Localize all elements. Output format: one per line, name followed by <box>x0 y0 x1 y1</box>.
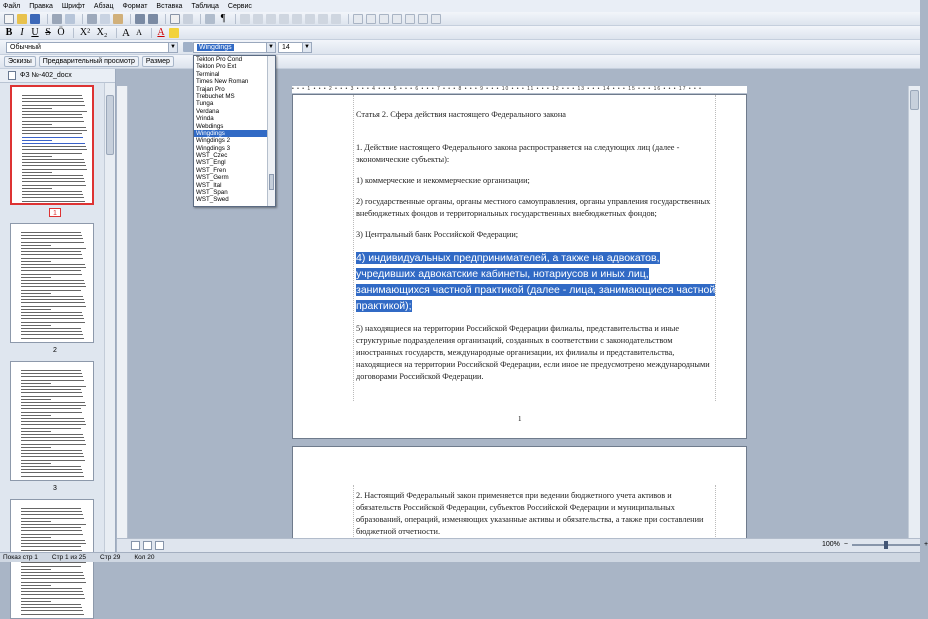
font-option[interactable]: Verdana <box>196 107 220 115</box>
thumbnail-text-line <box>21 318 84 319</box>
thumbnail-text-line <box>21 334 83 335</box>
bullets-icon[interactable] <box>292 14 302 24</box>
grow-font-button[interactable]: A <box>122 26 130 39</box>
thumbnail-text-line <box>21 376 83 377</box>
numbering-icon[interactable] <box>305 14 315 24</box>
thumbnail-text-line <box>21 434 83 435</box>
thumbnail-text-line <box>21 530 82 531</box>
thumbnail-text-line <box>21 306 86 307</box>
font-option[interactable]: Vrinda <box>196 115 214 123</box>
thumbnail-text-line <box>22 127 86 128</box>
font-option[interactable]: Tekton Pro Cond <box>196 56 243 63</box>
font-option[interactable]: Wingdings 3 <box>196 144 231 152</box>
redo-icon[interactable] <box>148 14 158 24</box>
thumbnail-scrollbar[interactable] <box>104 83 115 552</box>
thumbnail-text-line <box>22 143 85 144</box>
paragraph: 1. Действие настоящего Федерального закона распространяется на следующих лиц (далее - экономические субъекты): <box>356 143 680 164</box>
font-toolbar <box>0 40 920 55</box>
thumbnail-text-line <box>21 274 82 275</box>
thumbnail-text-line <box>22 124 52 125</box>
font-option[interactable]: WST_Engl <box>196 159 226 167</box>
thumbnail-text-line <box>21 270 81 271</box>
document-icon <box>8 71 16 80</box>
zoom-in-icon[interactable]: + <box>924 541 928 548</box>
thumbnail-text-line <box>21 402 85 403</box>
font-option[interactable]: WST_Span <box>196 189 228 197</box>
menu-item[interactable]: Сервис <box>227 2 252 10</box>
thumbnail-text-line <box>21 383 51 384</box>
thumbnail-text-line <box>21 235 82 236</box>
thumbnail-text-line <box>21 248 86 249</box>
document-page-1[interactable] <box>292 94 747 439</box>
font-combo[interactable] <box>193 42 276 53</box>
thumbnail-text-line <box>21 444 86 445</box>
thumbnail-text-line <box>21 386 86 387</box>
font-option[interactable]: Trebuchet MS <box>196 92 235 100</box>
page-number: 1 <box>518 415 522 423</box>
preview-label: Предварительный просмотр <box>42 58 135 65</box>
thumbnail-text-line <box>22 108 52 109</box>
thumbnail-text-line <box>21 575 84 576</box>
thumbnail-text-line <box>21 421 85 422</box>
align-left-icon[interactable] <box>240 14 250 24</box>
underline-button[interactable]: U <box>31 27 39 38</box>
view-toolbar <box>0 55 920 69</box>
thumbnail-text-line <box>22 191 82 192</box>
undo-icon[interactable] <box>135 14 145 24</box>
thumbnail-text-line <box>21 242 84 243</box>
border-icon[interactable] <box>405 14 415 24</box>
paragraph: 2) государственные органы, органы местного самоуправления, органы управления государственных внебюджетных фондов и территориальных государственных внебюджетных фондов; <box>356 197 711 218</box>
thumbnail-panel <box>0 69 116 552</box>
thumbnail-text-line <box>21 546 81 547</box>
thumbnail-text-line <box>21 514 83 515</box>
font-value: Wingdings <box>199 44 232 51</box>
thumbnail-text-line <box>21 267 86 268</box>
indent-icon[interactable] <box>318 14 328 24</box>
chevron-down-icon[interactable]: ▼ <box>266 43 275 52</box>
thumbnail-text-line <box>22 197 84 198</box>
thumbnail-text-line <box>22 153 82 154</box>
selected-paragraph[interactable] <box>356 250 716 314</box>
thumbnail-text-line <box>22 111 87 112</box>
sketches-label: Эскизы <box>8 58 32 65</box>
thumbnail-text-line <box>21 543 86 544</box>
style-combo[interactable] <box>6 42 178 53</box>
formatting-toolbar <box>0 26 920 40</box>
thumbnail-text-line <box>21 428 81 429</box>
thumbnail-text-line <box>21 534 83 535</box>
thumbnail-text-line <box>21 277 51 278</box>
font-option[interactable]: Trajan Pro <box>196 85 225 93</box>
thumbnail-text-line <box>22 172 52 173</box>
thumbnail-text-line <box>21 293 51 294</box>
thumbnail-text-line <box>22 181 85 182</box>
thumbnail-text-line <box>21 322 85 323</box>
align-center-icon[interactable] <box>253 14 263 24</box>
thumbnail-text-line <box>21 598 85 599</box>
thumbnail-text-line <box>22 105 85 106</box>
thumbnail-text-line <box>21 325 51 326</box>
thumbnail-page-number[interactable]: 3 <box>53 485 57 492</box>
insert-picture-icon[interactable] <box>170 14 180 24</box>
thumbnail-text-line <box>22 175 83 176</box>
font-option[interactable]: Wingdings <box>194 130 275 137</box>
status-page-of: Стр 1 из 25 <box>51 554 87 561</box>
thumbnail-text-line <box>21 466 81 467</box>
thumbnail-text-line <box>21 315 83 316</box>
document-page-2[interactable] <box>292 446 747 546</box>
thumbnail-text-line <box>21 286 86 287</box>
menu-item[interactable]: Абзац <box>93 2 114 10</box>
menu-item[interactable]: Вставка <box>156 2 183 10</box>
thumbnail-text-line <box>21 261 51 262</box>
thumbnail-text-line <box>21 527 81 528</box>
thumbnail-text-line <box>21 370 81 371</box>
article-heading: Статья 2. Сфера действия настоящего Федерального закона <box>356 110 566 119</box>
menu-item[interactable]: Шрифт <box>61 2 85 10</box>
style-value: Обычный <box>10 44 41 51</box>
font-option[interactable]: WST_Swed <box>196 196 229 204</box>
thumbnail-text-line <box>21 594 84 595</box>
subscript-button[interactable]: X₂ <box>96 27 108 38</box>
thumbnail-text-line <box>21 251 81 252</box>
thumbnail-text-line <box>21 601 51 602</box>
zoom-out-icon[interactable]: − <box>843 541 848 548</box>
menu-item[interactable]: Файл <box>3 2 21 10</box>
thumbnail-text-line <box>21 511 82 512</box>
selected-text[interactable]: 4) индивидуальных предпринимателей, а также на адвокатов, учредивших адвокатские кабинеты, нотариусов и иных лиц, занимающихся частной практикой (далее - лица, занимающиеся частной практикой); <box>356 252 716 312</box>
zoom-control <box>822 541 928 548</box>
thumbnail-text-line <box>21 614 84 615</box>
preview-button[interactable] <box>39 56 139 67</box>
thumbnail-text-line <box>22 140 52 141</box>
page-1-text[interactable] <box>356 109 716 392</box>
thumbnail-text-line <box>21 610 83 611</box>
print-preview-icon[interactable] <box>65 14 75 24</box>
zoom-value: 100% <box>822 541 840 548</box>
thumbnail-text-line <box>22 185 86 186</box>
border-icon[interactable] <box>353 14 363 24</box>
thumbnail-text-line <box>21 405 86 406</box>
menu-item[interactable]: Таблица <box>191 2 219 10</box>
thumbnail-text-line <box>21 296 83 297</box>
thumbnail-text-line <box>21 408 81 409</box>
page-thumbnail[interactable] <box>10 85 94 205</box>
document-tab-label: ФЗ №-402_docx <box>20 72 72 79</box>
status-show: Показ стр 1 <box>3 554 38 561</box>
thumbnail-text-line <box>21 582 86 583</box>
zoom-slider-handle[interactable] <box>884 541 888 549</box>
pilcrow-icon[interactable]: ¶ <box>220 13 226 24</box>
standard-toolbar <box>0 12 920 26</box>
normal-view-icon[interactable] <box>131 541 140 550</box>
columns-icon[interactable] <box>205 14 215 24</box>
thumbnail-text-line <box>22 101 84 102</box>
thumbnail-text-line <box>21 456 84 457</box>
thumbnail-text-line <box>21 572 83 573</box>
strikethrough-button[interactable]: S <box>45 27 51 38</box>
thumbnail-text-line <box>21 245 51 246</box>
thumbnail-text-line <box>22 194 83 195</box>
thumbnail-text-line <box>22 130 87 131</box>
thumbnail-text-line <box>21 396 83 397</box>
thumbnail-text-line <box>21 518 84 519</box>
font-dropdown-list[interactable] <box>193 55 276 207</box>
border-icon[interactable] <box>392 14 402 24</box>
dropdown-scrollbar[interactable] <box>267 56 275 206</box>
horizontal-ruler: • • • 1 • • • 2 • • • 3 • • • 4 • • • 5 • • • 6 • • • 7 • • • 8 • • • 9 • • • 10 • • • 11 • • • 12 • • • 13 • • • 14 • • • 15 • • • 16 • • • 17 • • • <box>292 86 747 94</box>
thumbnail-text-line <box>21 283 85 284</box>
thumbnail-text-line <box>21 591 83 592</box>
font-option[interactable]: Wingdings 2 <box>196 137 231 145</box>
sketches-button[interactable] <box>4 56 36 67</box>
status-page: Стр 29 <box>100 554 121 561</box>
bold-button[interactable]: B <box>5 27 13 38</box>
thumbnail-text-line <box>21 447 51 448</box>
thumbnail-text-line <box>21 254 82 255</box>
thumbnail-text-line <box>21 412 82 413</box>
chevron-down-icon[interactable]: ▼ <box>302 43 311 52</box>
print-icon[interactable] <box>52 14 62 24</box>
menu-bar <box>0 0 920 12</box>
vertical-ruler <box>117 86 128 538</box>
thumbnail-text-line <box>21 238 83 239</box>
thumbnail-text-line <box>21 373 82 374</box>
thumbnail-text-line <box>22 159 84 160</box>
font-option[interactable]: Webdings <box>196 122 224 130</box>
thumbnail-text-line <box>22 169 87 170</box>
thumbnail-text-line <box>21 392 82 393</box>
insert-table-icon[interactable] <box>183 14 193 24</box>
thumbnail-text-line <box>21 562 86 563</box>
page-thumbnail[interactable] <box>10 361 94 481</box>
scrollbar-thumb[interactable] <box>269 174 274 190</box>
thumbnail-text-line <box>21 508 81 509</box>
new-document-icon[interactable] <box>4 14 14 24</box>
font-size-combo[interactable] <box>278 42 312 53</box>
thumbnail-text-line <box>21 415 51 416</box>
thumbnail-text-line <box>22 137 83 138</box>
copy-icon[interactable] <box>100 14 110 24</box>
thumbnail-text-line <box>22 149 87 150</box>
thumbnail-text-line <box>21 437 84 438</box>
shrink-font-button[interactable]: A <box>136 28 142 37</box>
thumbnail-text-line <box>21 431 51 432</box>
font-option[interactable]: WST_Czec <box>196 152 228 160</box>
font-color-button[interactable]: A <box>157 27 165 38</box>
thumbnail-text-line <box>21 331 82 332</box>
thumbnail-text-line <box>21 460 85 461</box>
document-tab[interactable] <box>0 69 115 83</box>
paragraph: 2. Настоящий Федеральный закон применяется при ведении бюджетного учета активов и обязательств Российской Федерации, субъектов Российской Федерации и муниципальных образований, операций, изменяющих указанные активы и обязательства, а также при составлении бюджетной отчетности. <box>356 491 704 536</box>
thumbnail-text-line <box>22 95 82 96</box>
thumbnail-text-line <box>21 540 85 541</box>
thumbnail-text-line <box>21 338 84 339</box>
scrollbar-thumb[interactable] <box>910 90 919 110</box>
thumbnail-text-line <box>21 328 81 329</box>
thumbnail-text-line <box>21 472 83 473</box>
thumbnail-text-line <box>21 312 82 313</box>
menu-item[interactable]: Правка <box>29 2 53 10</box>
thumbnail-text-line <box>21 524 86 525</box>
thumbnail-page-number[interactable]: 1 <box>49 208 61 217</box>
thumbnail-text-line <box>21 290 81 291</box>
open-folder-icon[interactable] <box>17 14 27 24</box>
align-right-icon[interactable] <box>266 14 276 24</box>
font-option[interactable]: Times New Roman <box>196 78 249 86</box>
size-label: Размер <box>145 58 170 65</box>
thumbnail-text-line <box>21 585 51 586</box>
thumbnail-text-line <box>21 578 85 579</box>
thumbnail-text-line <box>21 550 82 551</box>
font-option[interactable]: Tunga <box>196 100 214 108</box>
highlight-icon[interactable] <box>169 28 179 38</box>
thumbnail-text-line <box>22 188 52 189</box>
border-icon[interactable] <box>418 14 428 24</box>
font-size-value: 14 <box>282 44 290 51</box>
page-layout-icon[interactable] <box>143 541 152 550</box>
thumbnail-text-line <box>22 201 85 202</box>
thumbnail-text-line <box>21 424 86 425</box>
chevron-down-icon[interactable]: ▼ <box>168 43 177 52</box>
thumbnail-text-line <box>21 389 81 390</box>
thumbnail-text-line <box>22 133 82 134</box>
thumbnail-text-line <box>21 537 51 538</box>
thumbnail-text-line <box>21 521 51 522</box>
thumbnail-text-line <box>22 162 85 163</box>
outline-view-icon[interactable] <box>155 541 164 550</box>
thumbnail-text-line <box>21 299 84 300</box>
thumbnail-text-line <box>21 418 84 419</box>
thumbnail-text-line <box>21 399 51 400</box>
thumbnail-text-line <box>21 569 51 570</box>
font-option[interactable]: WST_Ital <box>196 181 222 189</box>
cut-icon[interactable] <box>87 14 97 24</box>
thumbnail-page-number[interactable]: 2 <box>53 347 57 354</box>
status-col: Кол 20 <box>134 554 155 561</box>
border-icon[interactable] <box>379 14 389 24</box>
font-option[interactable]: Tekton Pro Ext <box>196 63 237 71</box>
thumbnail-text-line <box>21 476 84 477</box>
thumbnail-text-line <box>21 566 81 567</box>
thumbnail-text-line <box>22 165 86 166</box>
status-bar <box>0 552 920 562</box>
thumbnail-text-line <box>21 469 82 470</box>
thumbnail-text-line <box>21 258 83 259</box>
font-option[interactable]: WST_Germ <box>196 174 229 182</box>
thumbnail-list <box>0 83 104 552</box>
scrollbar-thumb[interactable] <box>106 95 114 155</box>
thumbnail-text-line <box>21 588 82 589</box>
menu-item[interactable]: Формат <box>122 2 148 10</box>
thumbnail-text-line <box>22 146 86 147</box>
thumbnail-text-line <box>21 440 85 441</box>
zoom-slider[interactable] <box>852 544 920 546</box>
page-thumbnail[interactable] <box>10 223 94 343</box>
view-bar <box>117 538 928 552</box>
thumbnail-text-line <box>22 121 84 122</box>
paragraph: 3) Центральный банк Российской Федерации; <box>356 230 519 239</box>
italic-button[interactable]: I <box>20 27 24 38</box>
thumbnail-text-line <box>21 450 82 451</box>
thumbnail-text-line <box>22 114 82 115</box>
thumbnail-text-line <box>21 607 82 608</box>
thumbnail-text-line <box>22 117 83 118</box>
thumbnail-text-line <box>21 232 81 233</box>
outline-button[interactable]: Ö <box>57 27 65 38</box>
paragraph: 1) коммерческие и некоммерческие организации; <box>356 176 530 185</box>
paragraph: 5) находящиеся на территории Российской Федерации филиалы, представительства и иные структурные подразделения организаций, созданных в соответствии с законодательством иностранных государств, международные организации, их филиалы и представительства, находящиеся на территории Российской Федерации, если иное не предусмотрено международными договорами Российской Федерации. <box>356 324 710 381</box>
thumbnail-text-line <box>22 178 84 179</box>
border-icon[interactable] <box>431 14 441 24</box>
justify-icon[interactable] <box>279 14 289 24</box>
font-option[interactable]: Terminal <box>196 70 220 78</box>
thumbnail-text-line <box>22 156 52 157</box>
outdent-icon[interactable] <box>331 14 341 24</box>
thumbnail-text-line <box>21 463 51 464</box>
superscript-button[interactable]: X² <box>79 27 91 38</box>
thumbnail-text-line <box>21 453 83 454</box>
font-icon <box>183 42 193 52</box>
document-scrollbar[interactable] <box>908 86 920 538</box>
thumbnail-text-line <box>21 309 51 310</box>
size-button[interactable] <box>142 56 174 67</box>
save-icon[interactable] <box>30 14 40 24</box>
thumbnail-text-line <box>21 280 84 281</box>
thumbnail-text-line <box>21 302 85 303</box>
font-option[interactable]: WST_Fren <box>196 166 226 174</box>
thumbnail-text-line <box>21 380 84 381</box>
thumbnail-text-line <box>22 98 83 99</box>
border-icon[interactable] <box>366 14 376 24</box>
paste-icon[interactable] <box>113 14 123 24</box>
thumbnail-text-line <box>21 604 81 605</box>
thumbnail-text-line <box>21 264 85 265</box>
